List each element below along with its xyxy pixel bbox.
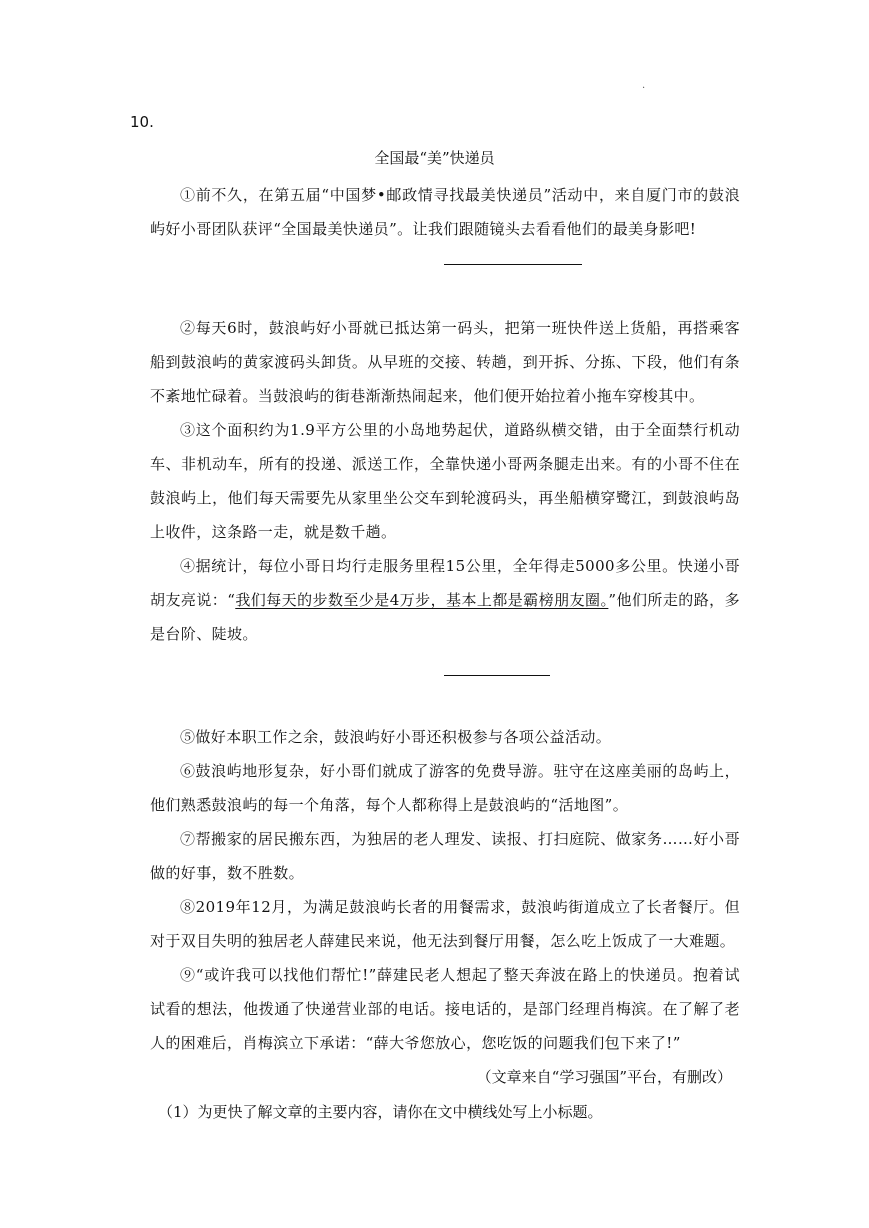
question-number: 10. — [130, 113, 154, 131]
paragraph-7: ⑦帮搬家的居民搬东西，为独居的老人理发、读报、打扫庭院、做家务……好小哥做的好事，数不胜数。 — [150, 830, 740, 882]
underlined-quote: 我们每天的步数至少是4万步，基本上都是霸榜朋友圈。 — [235, 591, 609, 609]
paragraph-8: ⑧2019年12月，为满足鼓浪屿长者的用餐需求，鼓浪屿街道成立了长者餐厅。但对于双目失明的独居老人薛建民来说，他无法到餐厅用餐，怎么吃上饭成了一大难题。 — [150, 898, 740, 950]
paragraph-5: ⑤做好本职工作之余，鼓浪屿好小哥还积极参与各项公益活动。 — [180, 728, 612, 746]
header-dot: . — [642, 80, 646, 91]
paragraph-4 — [150, 549, 740, 651]
paragraph-4-end: ”他们所走的路，多是台阶、陡坡。 — [150, 591, 740, 643]
paragraph-9: ⑨“或许我可以找他们帮忙!”薛建民老人想起了整天奔波在路上的快递员。抱着试试看的想法，他拨通了快递营业部的电话。接电话的，是部门经理肖梅滨。在了解了老人的困难后，肖梅滨立下承诺：“薛大爷您放心，您吃饭的问题我们包下来了!” — [150, 966, 740, 1052]
paragraph-3: ③这个面积约为1.9平方公里的小岛地势起伏，道路纵横交错，由于全面禁行机动车、非机动车，所有的投递、派送工作，全靠快递小哥两条腿走出来。有的小哥不住在鼓浪屿上，他们每天需要先从家里坐公交车到轮渡码头，再坐船横穿鹭江，到鼓浪屿岛上收件，这条路一走，就是数千趟。 — [150, 421, 740, 541]
paragraph-6: ⑥鼓浪屿地形复杂，好小哥们就成了游客的免费导游。驻守在这座美丽的岛屿上，他们熟悉鼓浪屿的每一个角落，每个人都称得上是鼓浪屿的“活地图”。 — [150, 762, 740, 814]
article-source: （文章来自“学习强国”平台，有删改） — [476, 1068, 732, 1086]
paragraph-2: ②每天6时，鼓浪屿好小哥就已抵达第一码头，把第一班快件送上货船，再搭乘客船到鼓浪屿的黄家渡码头卸货。从早班的交接、转趟，到开拆、分拣、下段，他们有条不紊地忙碌着。当鼓浪屿的街巷渐渐热闹起来，他们便开始拉着小拖车穿梭其中。 — [150, 319, 740, 405]
paragraph-4-start: ④据统计，每位小哥日均行走服务里程15公里，全年得走5000多公里。快递小哥胡友亮说：“ — [150, 557, 740, 609]
article-title: 全国最“美”快递员 — [374, 149, 495, 167]
subheading-blank-2[interactable] — [444, 675, 550, 676]
question-1: （1）为更快了解文章的主要内容，请你在文中横线处写上小标题。 — [158, 1103, 603, 1121]
paragraph-1: ①前不久，在第五届“中国梦•邮政情寻找最美快递员”活动中，来自厦门市的鼓浪屿好小哥团队获评“全国最美快递员”。让我们跟随镜头去看看他们的最美身影吧! — [150, 186, 740, 238]
subheading-blank-1[interactable] — [444, 264, 582, 265]
